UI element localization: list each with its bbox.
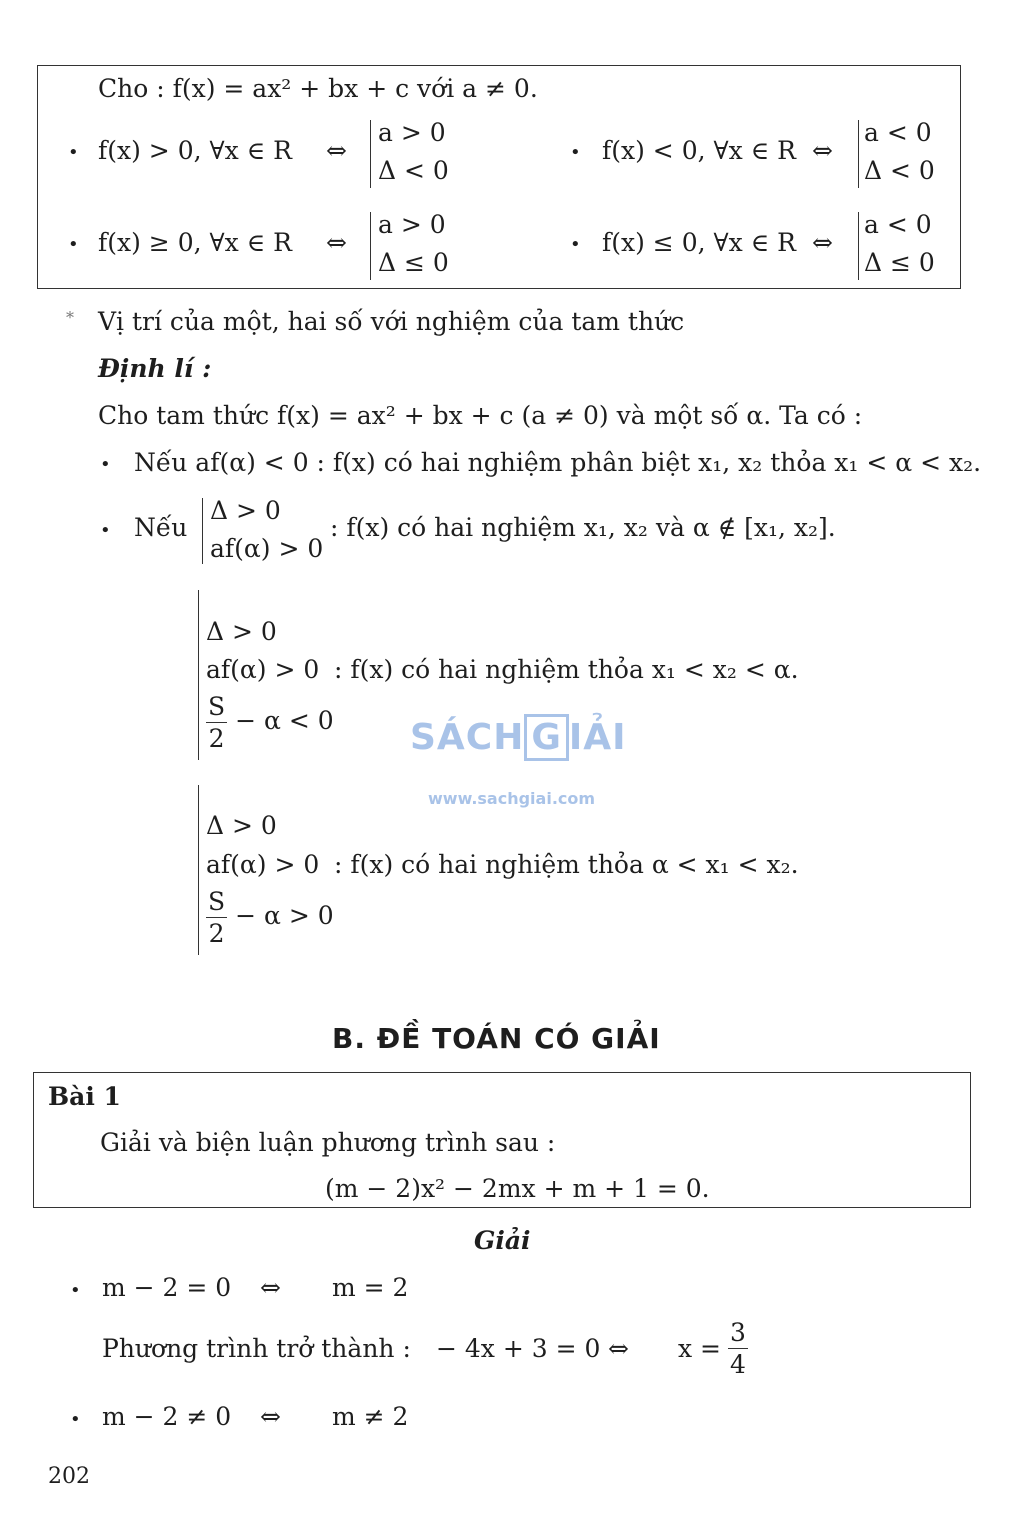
system (864, 206, 935, 282)
condition-positive: f(x) > 0, ∀x ∈ R (98, 136, 292, 165)
watermark-url: www.sachgiai.com (428, 789, 596, 808)
system-line (206, 889, 334, 946)
step-three-right: m ≠ 2 (332, 1402, 409, 1431)
system-brace (202, 498, 203, 564)
system-brace (858, 120, 859, 188)
bullet: • (570, 234, 581, 255)
system-brace (370, 212, 371, 280)
system (378, 114, 449, 190)
bullet: • (70, 1409, 81, 1430)
asterisk-mark: * (66, 308, 74, 327)
system-line: af(α) > 0 (206, 850, 320, 879)
system-line: a > 0 (378, 210, 446, 239)
section-title: Vị trí của một, hai số với nghiệm của tam thức (98, 307, 685, 336)
step-one-left: m − 2 = 0 (102, 1273, 232, 1302)
fraction-numerator: S (208, 692, 226, 721)
system-line: Δ > 0 (206, 811, 277, 840)
exercise-label: Bài 1 (48, 1082, 121, 1111)
system-line: a > 0 (378, 118, 446, 147)
system-line: a < 0 (864, 118, 932, 147)
bullet: • (68, 142, 79, 163)
system-line: af(α) > 0 (206, 655, 320, 684)
exercise-text: Giải và biện luận phương trình sau : (100, 1128, 556, 1157)
step-two-fraction (728, 1320, 748, 1377)
equiv-symbol: ⇔ (326, 228, 347, 257)
page-number: 202 (48, 1464, 90, 1489)
step-three-left: m − 2 ≠ 0 (102, 1402, 232, 1431)
case-two-text: : f(x) có hai nghiệm x₁, x₂ và α ∉ [x₁, x₂]. (330, 513, 836, 542)
system-brace (198, 785, 199, 955)
exercise-equation: (m − 2)x² − 2mx + m + 1 = 0. (325, 1174, 710, 1203)
bullet: • (570, 142, 581, 163)
step-one-right: m = 2 (332, 1273, 409, 1302)
system-line: Δ > 0 (206, 617, 277, 646)
case-one: Nếu af(α) < 0 : f(x) có hai nghiệm phân biệt x₁, x₂ thỏa x₁ < α < x₂. (134, 448, 982, 477)
inequality-tail: − α < 0 (235, 706, 334, 735)
fraction-numerator: S (208, 887, 226, 916)
equiv-symbol: ⇔ (260, 1402, 281, 1431)
condition-nonnegative: f(x) ≥ 0, ∀x ∈ R (98, 228, 292, 257)
theorem-text: Cho tam thức f(x) = ax² + bx + c (a ≠ 0) và một số α. Ta có : (98, 401, 863, 430)
watermark-text-right: IẢI (568, 717, 627, 758)
fraction-numerator: 3 (730, 1318, 746, 1347)
system-line: Δ > 0 (210, 496, 281, 525)
equiv-symbol: ⇔ (260, 1273, 281, 1302)
system-brace (370, 120, 371, 188)
system-line: Δ < 0 (864, 156, 935, 185)
equiv-symbol: ⇔ (812, 228, 833, 257)
system-line: a < 0 (864, 210, 932, 239)
system-line: Δ ≤ 0 (378, 248, 449, 277)
theorem-label: Định lí : (98, 354, 212, 383)
fraction-denominator: 4 (730, 1350, 746, 1379)
equiv-symbol: ⇔ (326, 136, 347, 165)
step-two-equation: − 4x + 3 = 0 (436, 1334, 601, 1363)
watermark-logo (410, 714, 627, 761)
system-line (206, 694, 334, 751)
watermark-g: G (524, 714, 569, 761)
bullet: • (100, 454, 111, 475)
system-brace (858, 212, 859, 280)
fraction (206, 694, 227, 751)
system (378, 206, 449, 282)
box-intro: Cho : f(x) = ax² + bx + c với a ≠ 0. (98, 74, 538, 103)
bullet: • (68, 234, 79, 255)
part-heading: B. ĐỀ TOÁN CÓ GIẢI (332, 1022, 661, 1055)
inequality-tail: − α > 0 (235, 901, 334, 930)
step-two-text: Phương trình trở thành : (102, 1334, 411, 1363)
system-line: Δ ≤ 0 (864, 248, 935, 277)
fraction (206, 889, 227, 946)
system-line: af(α) > 0 (210, 534, 324, 563)
system-brace (198, 590, 199, 760)
fraction-denominator: 2 (208, 919, 225, 948)
fraction (728, 1320, 748, 1377)
fraction-denominator: 2 (208, 724, 225, 753)
bullet: • (70, 1280, 81, 1301)
system-line: Δ < 0 (378, 156, 449, 185)
step-two-x: x = (678, 1334, 721, 1363)
condition-negative: f(x) < 0, ∀x ∈ R (602, 136, 796, 165)
equiv-symbol: ⇔ (608, 1334, 629, 1363)
case-two-prefix: Nếu (134, 513, 188, 542)
case-four-text: : f(x) có hai nghiệm thỏa α < x₁ < x₂. (334, 850, 799, 879)
condition-nonpositive: f(x) ≤ 0, ∀x ∈ R (602, 228, 796, 257)
system (864, 114, 935, 190)
bullet: • (100, 520, 111, 541)
watermark-text-left: SÁCH (410, 717, 525, 758)
case-three-text: : f(x) có hai nghiệm thỏa x₁ < x₂ < α. (334, 655, 799, 684)
equiv-symbol: ⇔ (812, 136, 833, 165)
solution-label: Giải (474, 1226, 531, 1255)
system (210, 492, 323, 568)
